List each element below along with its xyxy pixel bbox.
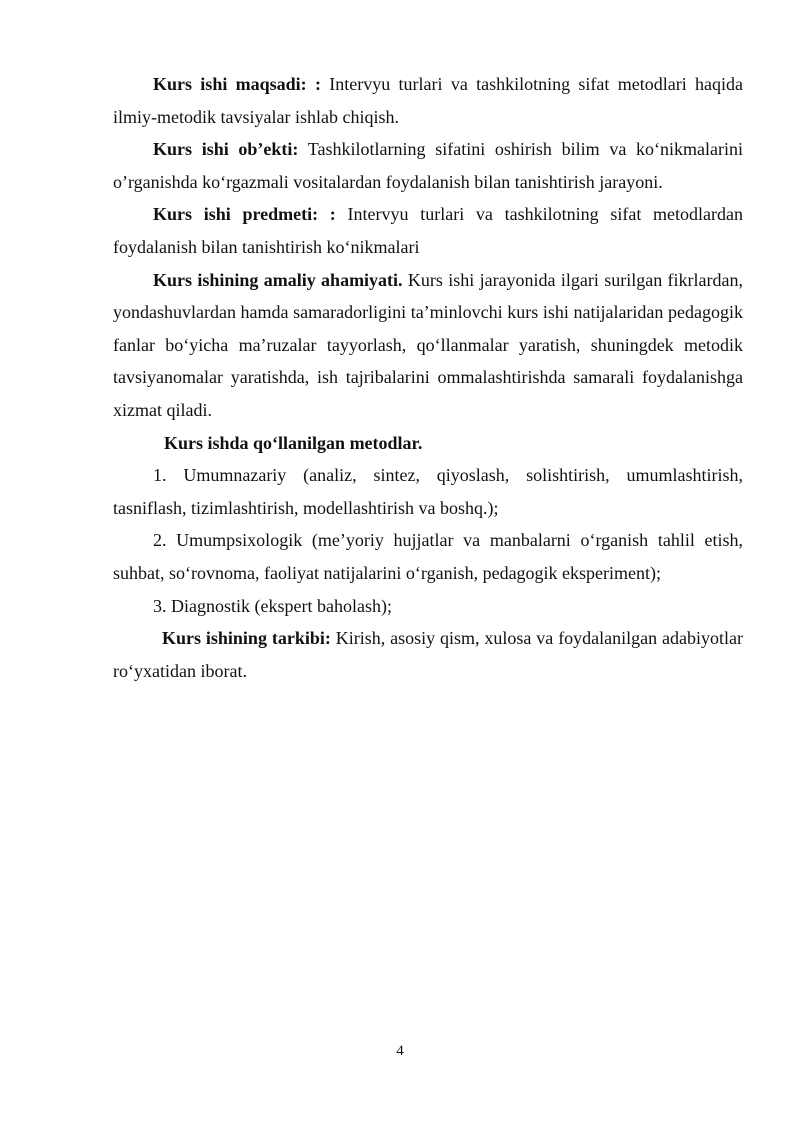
text-obekti: Tashkilotlarning sifatini oshirish bilim va ko‘nikmalarini o’rganishda ko‘rgazmali vositalardan foydalanish bilan tanishtirish jarayoni. <box>113 139 743 192</box>
text-maqsadi: Intervyu turlari va tashkilotning sifat metodlari haqida ilmiy-metodik tavsiyalar ishlab chiqish. <box>113 74 743 127</box>
paragraph-ahamiyati <box>113 264 743 427</box>
label-predmeti: Kurs ishi predmeti: : <box>153 204 336 225</box>
paragraph-obekti <box>113 133 743 198</box>
label-tarkibi: Kurs ishining tarkibi: <box>162 628 331 649</box>
paragraph-maqsadi <box>113 68 743 133</box>
list-item-metod-1: 1. Umumnazariy (analiz, sintez, qiyoslash, solishtirish, umumlashtirish, tasniflash, tizimlashtirish, modellashtirish va boshq.); <box>113 465 743 518</box>
page-number: 4 <box>396 1043 404 1059</box>
text-predmeti: Intervyu turlari va tashkilotning sifat metodlardan foydalanish bilan tanishtirish ko‘nikmalari <box>113 204 743 257</box>
label-ahamiyati: Kurs ishining amaliy ahamiyati. <box>153 269 403 290</box>
text-ahamiyati: Kurs ishi jarayonida ilgari surilgan fikrlardan, yondashuvlardan hamda samaradorligini ta’minlovchi kurs ishi natijalaridan pedagogik fanlar bo‘yicha ma’ruzalar tayyorlash, qo‘llanmalar yaratish, shuningdek metodik tavsiyanomalar yaratishda, ish tajribalarini ommalashtirishda samarali foydalanishga xizmat qiladi. <box>113 269 743 420</box>
text-tarkibi: Kirish, asosiy qism, xulosa va foydalanilgan adabiyotlar ro‘yxatidan iborat. <box>113 628 744 681</box>
paragraph-predmeti <box>113 198 743 263</box>
list-item-metod-2: 2. Umumpsixologik (me’yoriy hujjatlar va manbalarni o‘rganish tahlil etish, suhbat, so‘rovnoma, faoliyat natijalarini o‘rganish, pedagogik eksperiment); <box>113 530 743 583</box>
paragraph-tarkibi <box>113 622 743 687</box>
list-item-metod-3: 3. Diagnostik (ekspert baholash); <box>153 595 392 616</box>
heading-metodlar: Kurs ishda qo‘llanilgan metodlar. <box>164 432 423 453</box>
document-page <box>113 68 743 687</box>
label-obekti: Kurs ishi ob’ekti: <box>153 139 299 160</box>
label-maqsadi: Kurs ishi maqsadi: : <box>153 74 321 94</box>
